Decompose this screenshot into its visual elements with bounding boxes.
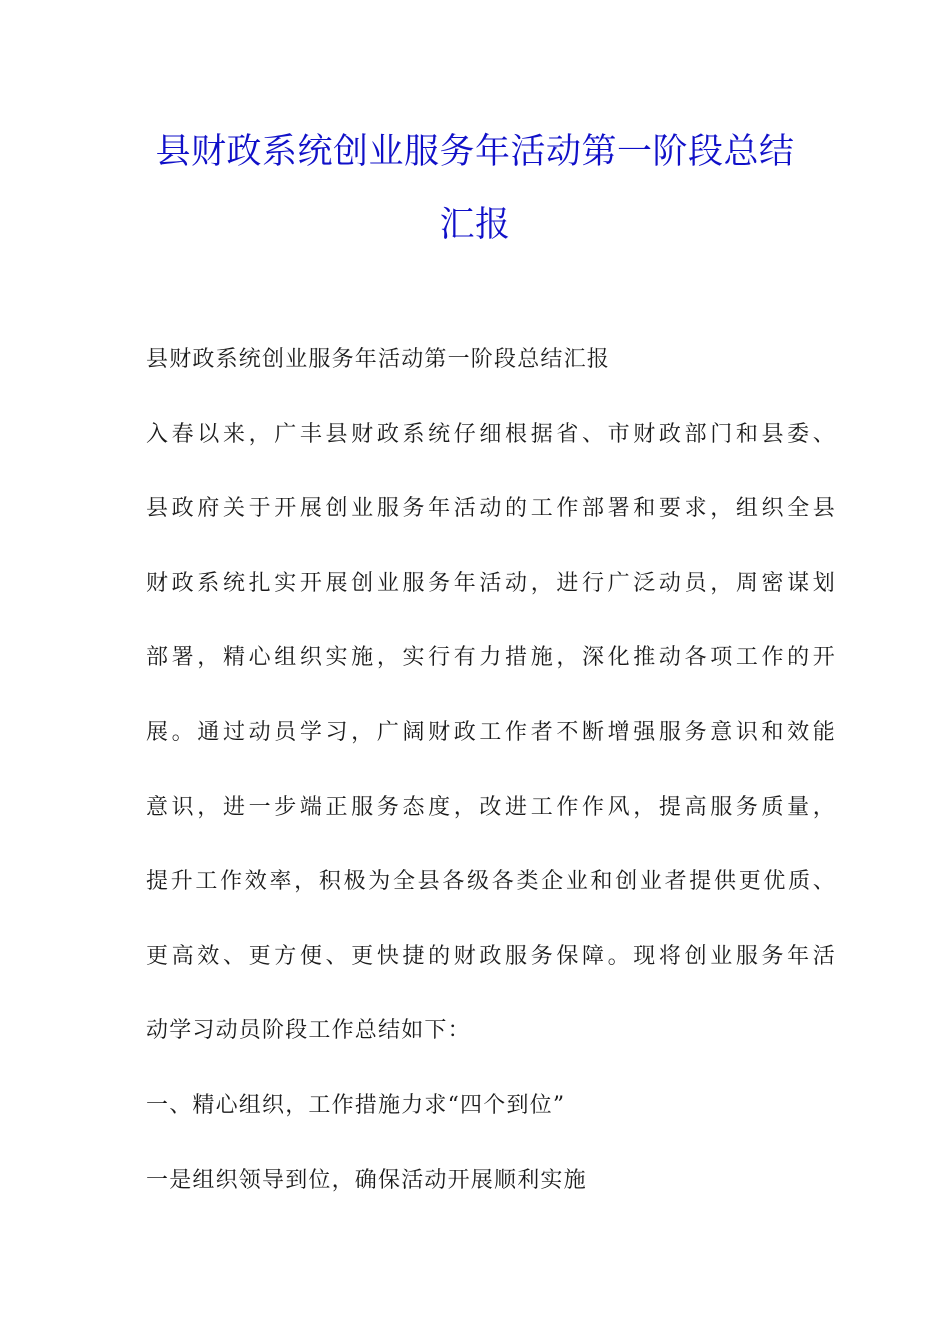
document-title-line-2: 汇报 xyxy=(439,205,511,245)
body-line: 县政府关于开展创业服务年活动的工作部署和要求，组织全县 xyxy=(146,496,836,522)
body-line: 更高效、更方便、更快捷的财政服务保障。现将创业服务年活 xyxy=(146,943,836,969)
document-title-line-1: 县财政系统创业服务年活动第一阶段总结 xyxy=(155,132,795,172)
section-heading: 一、精心组织，工作措施力求“四个到位” xyxy=(146,1092,566,1118)
subsection-heading: 一是组织领导到位，确保活动开展顺利实施 xyxy=(146,1167,587,1193)
body-line: 部署，精心组织实施，实行有力措施，深化推动各项工作的开 xyxy=(146,645,836,671)
body-line: 入春以来，广丰县财政系统仔细根据省、市财政部门和县委、 xyxy=(146,421,836,447)
body-line: 提升工作效率，积极为全县各级各类企业和创业者提供更优质、 xyxy=(146,869,836,895)
document-body xyxy=(146,342,836,1237)
body-line: 意识，进一步端正服务态度，改进工作作风，提高服务质量， xyxy=(146,794,836,820)
body-line: 展。通过动员学习，广阔财政工作者不断增强服务意识和效能 xyxy=(146,719,836,745)
body-line-subtitle: 县财政系统创业服务年活动第一阶段总结汇报 xyxy=(146,347,611,372)
body-line: 财政系统扎实开展创业服务年活动，进行广泛动员，周密谋划 xyxy=(146,570,836,596)
body-line: 动学习动员阶段工作总结如下： xyxy=(146,1018,471,1044)
